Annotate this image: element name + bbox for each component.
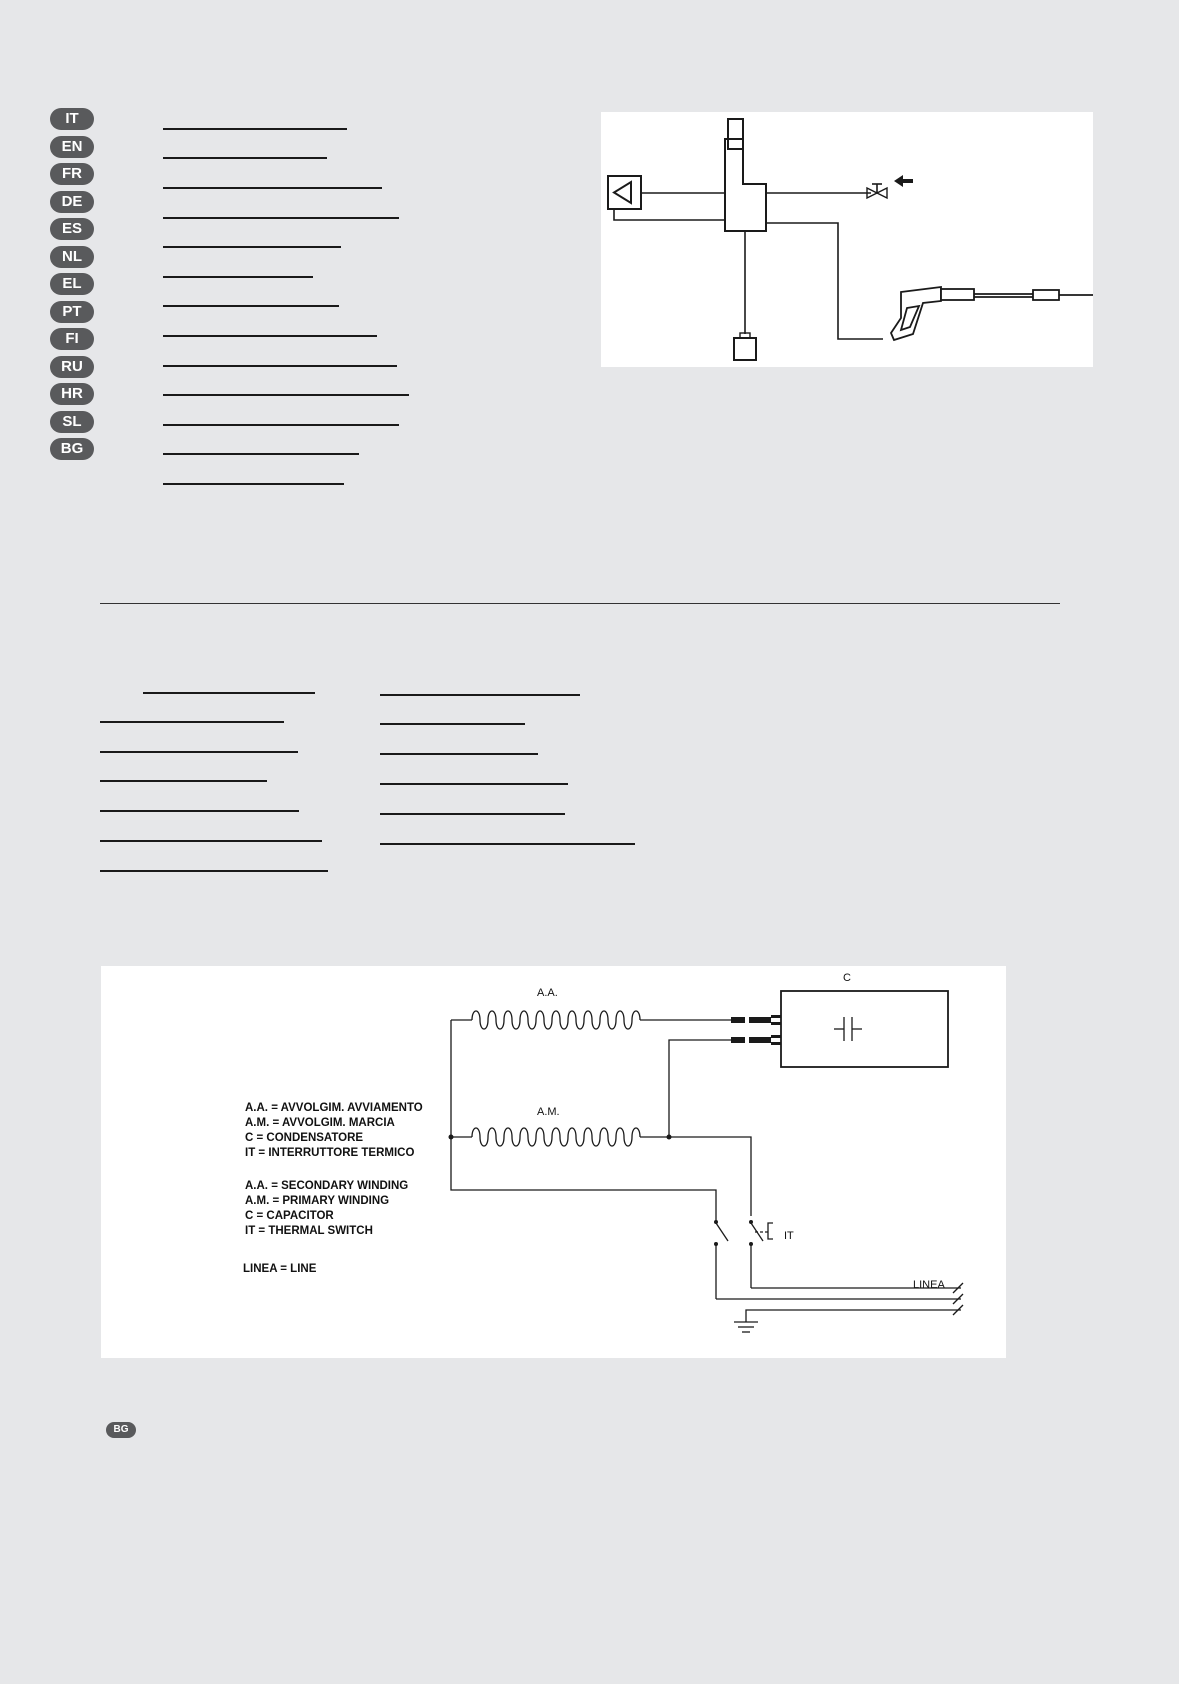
blank-list-line [100, 751, 298, 753]
legend-en-line: A.M. = PRIMARY WINDING [245, 1195, 390, 1207]
language-badge-el: EL [50, 273, 94, 295]
language-badge-pt: PT [50, 301, 94, 323]
blank-title-line [163, 187, 382, 189]
language-badge-en: EN [50, 136, 94, 158]
wiring-diagram-panel [101, 966, 1006, 1358]
blank-title-line [163, 424, 399, 426]
language-badge-hr: HR [50, 383, 94, 405]
label-it: IT [784, 1230, 794, 1242]
language-badge-nl: NL [50, 246, 94, 268]
hydraulic-diagram [601, 112, 1093, 367]
blank-title-line [163, 217, 399, 219]
primary-winding-coil [472, 1128, 640, 1146]
blank-list-line [380, 783, 568, 785]
language-badge-it: IT [50, 108, 94, 130]
wiring-legend [243, 1102, 423, 1275]
ground-icon [734, 1322, 758, 1332]
legend-it-line: A.M. = AVVOLGIM. MARCIA [245, 1117, 395, 1129]
blank-title-line [163, 157, 327, 159]
legend-en-line: C = CAPACITOR [245, 1210, 334, 1222]
blank-list-line [380, 723, 525, 725]
blank-title-line [163, 483, 344, 485]
legend-it-line: A.A. = AVVOLGIM. AVVIAMENTO [245, 1102, 423, 1114]
secondary-winding-coil [472, 1011, 640, 1029]
section-divider [100, 603, 1060, 604]
blank-title-line [163, 453, 359, 455]
blank-list-line [100, 721, 284, 723]
blank-list-line [380, 843, 635, 845]
legend-it-line: C = CONDENSATORE [245, 1132, 364, 1144]
blank-list-line [100, 870, 328, 872]
language-badge-de: DE [50, 191, 94, 213]
label-linea: LINEA [913, 1279, 945, 1291]
language-badge-ru: RU [50, 356, 94, 378]
blank-list-line [380, 813, 565, 815]
language-badge-fi: FI [50, 328, 94, 350]
footer-language-badge: BG [106, 1422, 136, 1438]
unloader-valve-body [725, 139, 766, 231]
blank-list-line [100, 840, 322, 842]
label-am: A.M. [537, 1106, 560, 1118]
language-badge-bg: BG [50, 438, 94, 460]
blank-list-line [380, 694, 580, 696]
blank-title-line [163, 394, 409, 396]
blank-list-line [100, 810, 299, 812]
wiring-diagram [101, 966, 1006, 1358]
pump-triangle-icon [614, 182, 631, 203]
water-inlet-arrow-icon [894, 175, 913, 187]
legend-it-line: IT = INTERRUTTORE TERMICO [245, 1147, 415, 1159]
blank-list-line [100, 780, 267, 782]
blank-title-line [163, 365, 397, 367]
hydraulic-diagram-panel [601, 112, 1093, 367]
label-aa: A.A. [537, 987, 558, 999]
valve-top [728, 119, 743, 149]
detergent-tank [734, 338, 756, 360]
capacitor-terminals [449, 1015, 782, 1246]
language-badge-es: ES [50, 218, 94, 240]
language-badge-fr: FR [50, 163, 94, 185]
spray-gun-icon [891, 287, 1093, 340]
label-c: C [843, 972, 851, 984]
blank-title-line [163, 305, 339, 307]
blank-title-line [163, 128, 347, 130]
blank-title-line [163, 276, 313, 278]
blank-title-line [163, 246, 341, 248]
language-badge-sl: SL [50, 411, 94, 433]
capacitor-box [781, 991, 948, 1067]
legend-en-line: A.A. = SECONDARY WINDING [245, 1180, 409, 1192]
legend-line-label: LINEA = LINE [243, 1263, 317, 1275]
blank-title-line [163, 335, 377, 337]
blank-list-line [380, 753, 538, 755]
blank-list-line [143, 692, 315, 694]
legend-en-line: IT = THERMAL SWITCH [245, 1225, 373, 1237]
